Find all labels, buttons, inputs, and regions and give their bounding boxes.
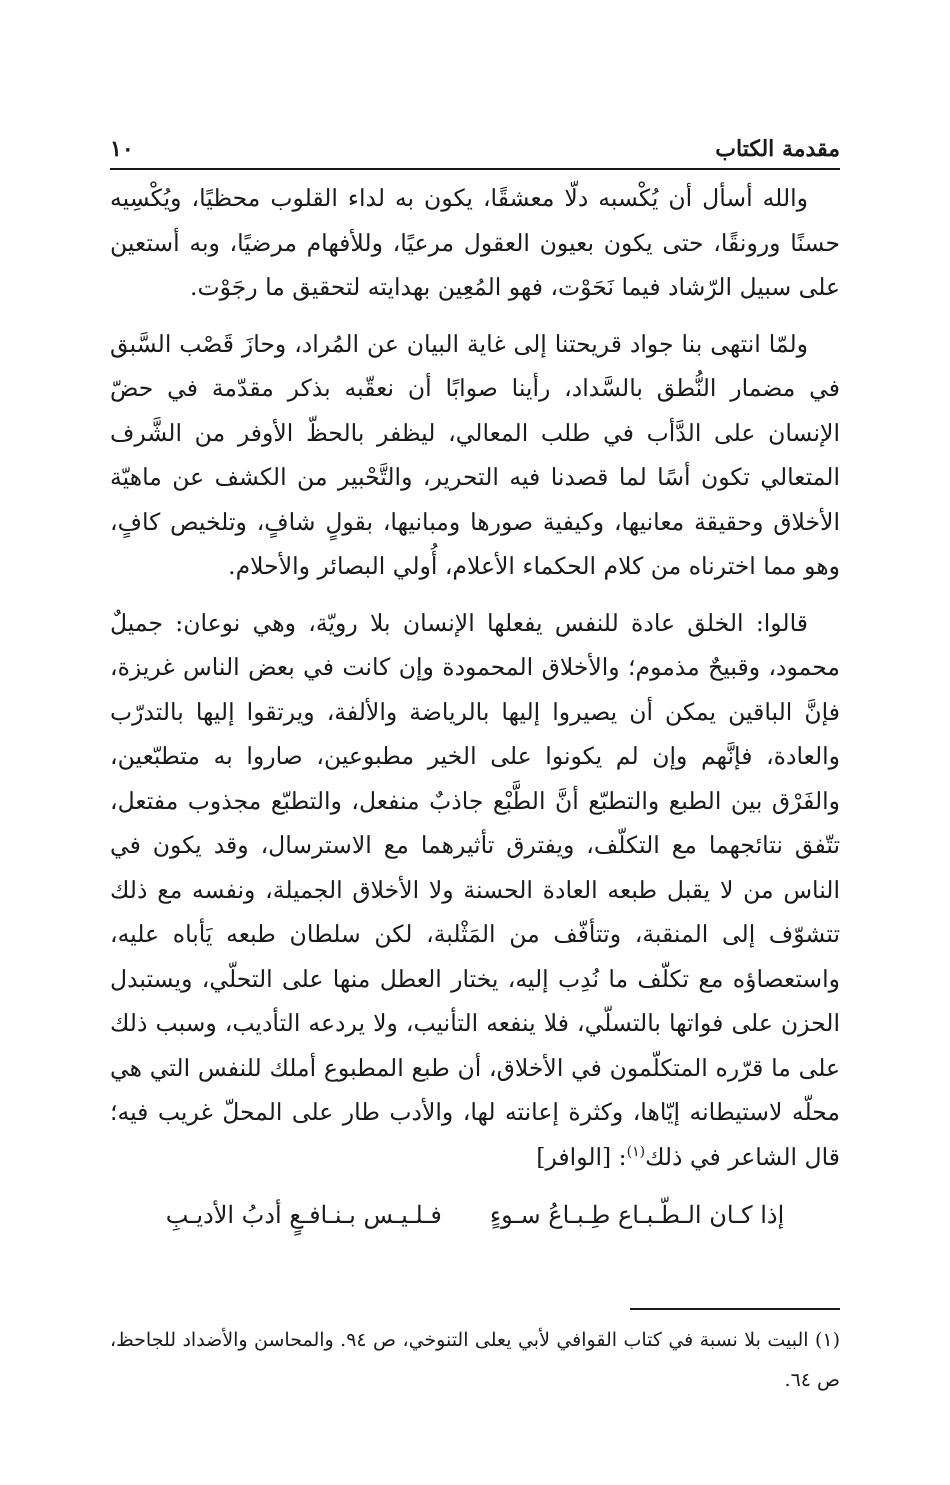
paragraph-2: ولمّا انتهى بنا جواد قريحتنا إلى غاية البيان عن المُراد، وحازَ قَصْب السَّبق في مضمار النُّطق بالسَّداد، رأينا صوابًا أن نعقّبه بذكر مقدّمة في حضّ الإنسان على الدَّأب في طلب المعالي، ليظفر بالحظّ الأوفر من الشَّرف المتعالي تكون أسًا لما قصدنا فيه التحرير، والتَّحْبير من الكشف عن ماهيّة الأخلاق وحقيقة معانيها، وكيفية صورها ومبانيها، بقولٍ شافٍ، وتلخيص كافٍ، وهو مما اخترناه من كلام الحكماء الأعلام، أُولي البصائر والأحلام. <box>110 329 840 580</box>
verse-second-hemistich: فـلـيـس بـنـافـعٍ أدبُ الأديـبِ <box>165 1201 442 1229</box>
footnote-divider <box>630 1308 840 1310</box>
paragraph-3 <box>110 601 840 1180</box>
verse-first-hemistich: إذا كـان الـطّـبـاع طِـبـاعُ سـوءٍ <box>489 1201 785 1229</box>
main-text <box>110 176 840 1238</box>
section-title: مقدمة الكتاب <box>715 136 840 162</box>
meter-label: : [الوافر] <box>536 1142 627 1171</box>
footnote-text: (١) البيت بلا نسبة في كتاب القوافي لأبي يعلى التنوخي، ص ٩٤. والمحاسن والأضداد للجاحظ، ص ٦٤. <box>110 1329 840 1391</box>
footnote-marker: (١) <box>626 1143 646 1160</box>
page-header <box>110 122 840 170</box>
paragraph-1: والله أسأل أن يُكْسبه دلّا معشقًا، يكون به لداء القلوب محظيًا، ويُكْسِيه حسنًا ورونقًا، حتى يكون بعيون العقول مرعيًا، وللأفهام مرضيًا، وبه أستعين على سبيل الرّشاد فيما نَحَوْت، فهو المُعِين بهدايته لتحقيق ما رجَوْت. <box>110 184 840 301</box>
poetry-verse <box>110 1193 840 1238</box>
page-number: ١٠ <box>110 136 134 162</box>
paragraph-3-text: قالوا: الخلق عادة للنفس يفعلها الإنسان بلا رويّة، وهي نوعان: جميلٌ محمود، وقبيحٌ مذموم؛ والأخلاق المحمودة وإن كانت في بعض الناس غريزة، فإنَّ الباقين يمكن أن يصيروا إليها بالرياضة والألفة، ويرتقوا إليها بالتدرّب والعادة، فإنَّهم وإن لم يكونوا على الخير مطبوعين، صاروا به متطبّعين، والفَرْق بين الطبع والتطبّع أنَّ الطَّبْع جاذبٌ منفعل، والتطبّع مجذوب مفتعل، تتّفق نتائجهما مع التكلّف، ويفترق تأثيرهما مع الاسترسال، وقد يكون في الناس من لا يقبل طبعه العادة الحسنة ولا الأخلاق الجميلة، ونفسه مع ذلك تتشوّف إلى المنقبة، وتتأفّف من المَثْلبة، لكن سلطان طبعه يَأباه عليه، واستعصاؤه مع تكلّف ما نُدِب إليه، يختار العطل منها على التحلّي، ويستبدل الحزن على فواتها بالتسلّي، فلا ينفعه التأنيب، ولا يردعه التأديب، وسبب ذلك على ما قرّره المتكلّمون في الأخلاق، أن طبع المطبوع أملك للنفس التي هي محلّه لاستيطانه إيّاها، وكثرة إعانته لها، والأدب طار على المحلّ غريب فيه؛ قال الشاعر في ذلك <box>110 608 840 1171</box>
